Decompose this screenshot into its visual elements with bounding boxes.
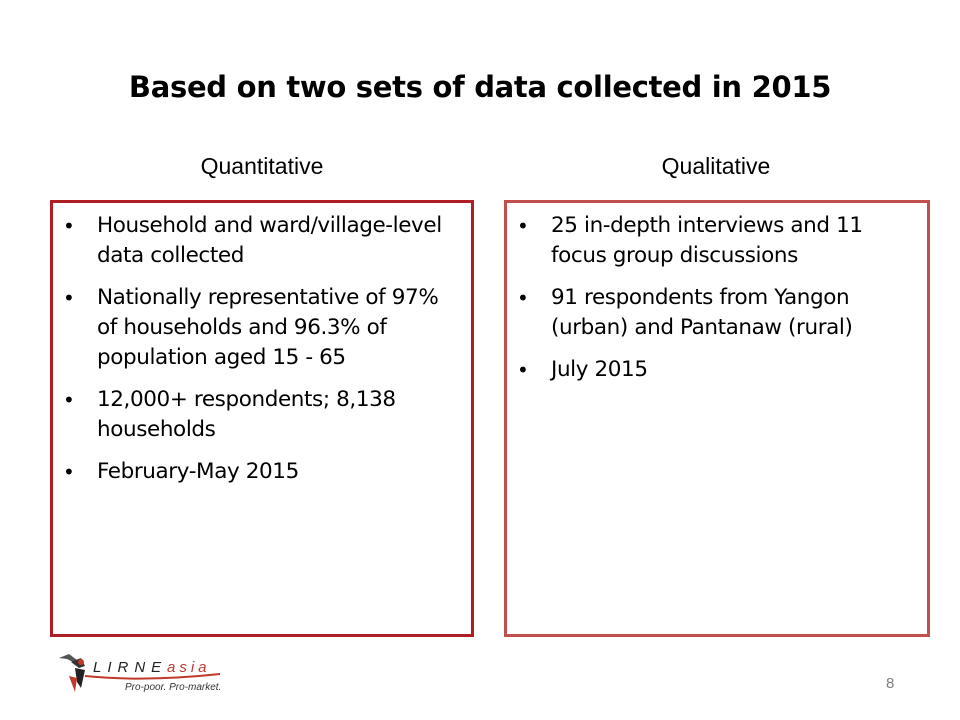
list-item-text: February-May 2015 [97, 459, 299, 484]
list-item [63, 457, 461, 487]
list-item-text: July 2015 [551, 357, 648, 382]
list-item-text: 91 respondents from Yangon (urban) and Pantanaw (rural) [551, 285, 853, 340]
svg-text:asia: asia [167, 659, 211, 676]
list-item [63, 283, 461, 373]
list-item [63, 385, 461, 445]
lirneasia-logo [55, 648, 235, 698]
quantitative-list [53, 203, 471, 487]
bullet-icon: • [63, 214, 75, 238]
list-item-text: Household and ward/village-level data collected [97, 213, 442, 268]
slide-title: Based on two sets of data collected in 2015 [128, 70, 832, 104]
list-item [517, 355, 917, 385]
quantitative-box [50, 200, 474, 637]
list-item-text: Nationally representative of 97% of households and 96.3% of population aged 15 - 65 [97, 285, 439, 370]
svg-text:Pro-poor. Pro-market.: Pro-poor. Pro-market. [125, 682, 222, 693]
list-item [63, 211, 461, 271]
bullet-icon: • [63, 388, 75, 412]
quantitative-heading: Quantitative [200, 153, 324, 179]
bullet-icon: • [63, 286, 75, 310]
bullet-icon: • [517, 286, 529, 310]
bullet-icon: • [517, 214, 529, 238]
list-item [517, 283, 917, 343]
list-item [517, 211, 917, 271]
svg-text:LIRNE: LIRNE [93, 659, 168, 676]
qualitative-list [507, 203, 927, 385]
bullet-icon: • [517, 358, 529, 382]
list-item-text: 12,000+ respondents; 8,138 households [97, 387, 396, 442]
qualitative-box [504, 200, 930, 637]
list-item-text: 25 in-depth interviews and 11 focus group discussions [551, 213, 863, 268]
bullet-icon: • [63, 460, 75, 484]
qualitative-heading: Qualitative [661, 153, 771, 179]
page-number: 8 [886, 675, 895, 692]
